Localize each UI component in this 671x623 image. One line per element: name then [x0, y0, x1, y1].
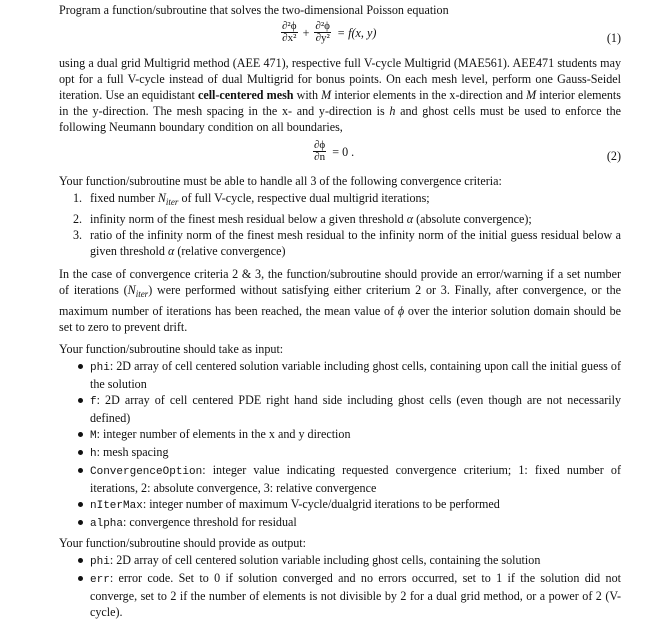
intro-bold-mesh: cell-centered mesh — [197, 88, 294, 102]
criteria-sym: N — [157, 191, 166, 205]
criteria-text-end: (absolute convergence); — [413, 212, 532, 227]
equation-2 — [59, 137, 621, 169]
criteria-item-3 — [59, 227, 621, 259]
intro-text-3: interior elements in the x-direction and — [331, 88, 527, 102]
bullet — [78, 502, 83, 507]
eq1-term-y — [314, 21, 331, 44]
input-desc: : mesh spacing — [96, 445, 169, 459]
input-item-h — [59, 444, 621, 462]
input-desc: : integer number of elements in the x and y direction — [96, 427, 351, 441]
warning-text-1: In the case of convergence criteria 2 & 3, the function/subroutine should provide an error/warning if a set number of iterations ( — [59, 267, 621, 297]
intro-text-5: and ghost cells must be used to enforce the following Neumann boundary condition on all boundaries, — [59, 104, 621, 134]
intro-sym-h: h — [389, 104, 396, 118]
inputs-list — [59, 358, 621, 532]
criteria-number: 1. — [73, 191, 83, 205]
criteria-text-end: (relative convergence) — [174, 244, 286, 259]
inputs-intro: Your function/subroutine should take as input: — [59, 342, 284, 356]
criteria-item-1 — [59, 190, 621, 211]
input-code: h — [90, 448, 97, 460]
intro-text-2: with — [293, 88, 322, 102]
criteria-item-2 — [59, 211, 621, 227]
eq2-number: (2) — [606, 149, 621, 163]
bullet — [78, 450, 83, 455]
input-desc: : 2D array of cell centered PDE right hand side including ghost cells (even though are not necessarily defined) — [90, 393, 621, 425]
criteria-text: fixed number — [90, 191, 158, 205]
criteria-number: 3. — [73, 228, 83, 243]
criteria-number: 2. — [73, 212, 83, 227]
bullet — [78, 432, 83, 437]
input-item-alpha — [59, 514, 621, 532]
intro-paragraph — [59, 55, 621, 135]
criteria-sub: iter — [165, 197, 179, 208]
output-desc: : error code. Set to 0 if solution converged and no errors occurred, set to 1 if the solution did not converge, set to 2 if the number of elements is not divisible by 2 for a dual grid method, or a power of 2 (V-cycle). — [90, 571, 621, 619]
bullet — [78, 576, 83, 581]
input-code: alpha — [90, 518, 124, 530]
input-desc: : integer number of maximum V-cycle/dualgrid iterations to be performed — [142, 497, 500, 511]
inputs-section — [59, 341, 621, 532]
input-item-f — [59, 392, 621, 426]
output-item-err — [59, 570, 621, 620]
bullet — [78, 558, 83, 563]
bullet — [78, 468, 83, 473]
input-code: phi — [90, 362, 110, 374]
output-item-phi — [59, 552, 621, 570]
output-code: err — [90, 574, 110, 586]
input-desc: : convergence threshold for residual — [123, 515, 297, 529]
input-desc: : 2D array of cell centered solution variable including ghost cells, containing upon call the initial guess of the solution — [90, 359, 621, 391]
eq1-number: (1) — [606, 31, 621, 45]
output-desc: : 2D array of cell centered solution variable including ghost cells, containing the solution — [109, 553, 541, 567]
eq2-num: ∂ϕ — [314, 139, 326, 151]
warning-paragraph — [59, 266, 621, 335]
eq1-rhs: = f(x, y) — [336, 25, 377, 40]
output-code: phi — [90, 556, 110, 568]
bullet — [78, 520, 83, 525]
warning-sym-phi: ϕ — [397, 304, 405, 319]
warning-text-3: over the interior solution domain should be set to zero to prevent drift. — [59, 304, 621, 335]
warning-sym-N: N — [127, 283, 136, 297]
intro-text-1: using a dual grid Multigrid method (AEE 471), respective full V-cycle Multigrid (MAE561). AEE471 students may opt for a full V-cycle instead of dual Multigrid for bonus points. On each mesh level, perform one Gauss-Seidel iteration. Use an equidistant — [59, 56, 621, 102]
intro-sym-M1: M — [321, 88, 332, 102]
criteria-text-end: of full V-cycle, respective dual multigrid iterations; — [178, 191, 430, 205]
criteria-section — [59, 173, 621, 259]
input-item-M — [59, 426, 621, 444]
outputs-list — [59, 552, 621, 620]
problem-title: Program a function/subroutine that solves the two-dimensional Poisson equation — [59, 3, 449, 17]
input-item-convergence-option — [59, 462, 621, 496]
outputs-intro: Your function/subroutine should provide as output: — [59, 536, 307, 550]
intro-sym-M2: M — [526, 88, 537, 102]
outputs-section — [59, 535, 621, 620]
eq2-derivative — [313, 140, 326, 163]
criteria-intro: Your function/subroutine must be able to handle all 3 of the following convergence criteria: — [59, 174, 502, 188]
bullet — [78, 364, 83, 369]
input-code: M — [90, 430, 97, 442]
input-item-phi — [59, 358, 621, 392]
eq1-plus: + — [302, 25, 310, 40]
criteria-text: ratio of the infinity norm of the finest mesh residual to the infinity norm of the initial guess residual below a given threshold — [90, 228, 621, 259]
eq1-den-right: ∂y² — [315, 32, 330, 44]
input-code: f — [90, 396, 97, 408]
criteria-sym: α — [167, 244, 175, 259]
eq2-den: ∂n — [314, 151, 326, 163]
criteria-list — [59, 190, 621, 259]
input-code: nIterMax — [90, 500, 143, 512]
input-desc: : integer value indicating requested convergence criterium; 1: fixed number of iterations, 2: absolute convergence, 3: relative convergence — [90, 463, 621, 495]
criteria-sym: α — [406, 212, 414, 227]
warning-sub-iter: iter — [135, 289, 149, 300]
input-code: ConvergenceOption — [90, 466, 203, 478]
bullet — [78, 398, 83, 403]
eq1-term-x — [281, 21, 298, 44]
eq1-den-left: ∂x² — [282, 32, 297, 44]
eq1-num-left: ∂²ϕ — [282, 20, 297, 32]
criteria-text: infinity norm of the finest mesh residual below a given threshold — [90, 212, 407, 227]
warning-text-2: ) were performed without satisfying either criterium 2 or 3. Finally, after convergence, or the maximum number of iterations has been reached, the mean value of — [59, 283, 622, 319]
eq1-num-right: ∂²ϕ — [315, 20, 330, 32]
input-item-niter-max — [59, 496, 621, 514]
equation-1 — [59, 20, 621, 54]
intro-text-4: interior elements in the y-direction. The mesh spacing in the x- and y-direction is — [59, 88, 621, 118]
eq2-rhs: = 0 . — [332, 144, 355, 159]
